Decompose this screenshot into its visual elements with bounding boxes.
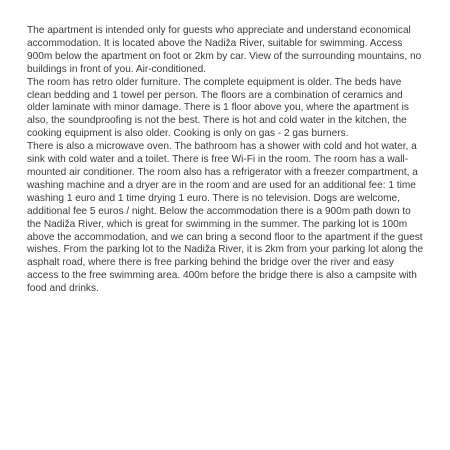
paragraph-room-equipment: The room has retro older furniture. The complete equipment is older. The beds have clean bedding and 1 towel per person. The floors are a combination of ceramics and older laminate with minor damage. There is 1 floor above you, where the apartment is also, the soundproofing is not the best. There is hot and cold water in the kitchen, the cooking equipment is also older. Cooking is only on gas - 2 gas burners. xyxy=(27,76,409,140)
paragraph-intro: The apartment is intended only for guests who appreciate and understand economical accommodation. It is located above the Nadiža River, suitable for swimming. Access 900m below the apartment on foot or 2km by car. View of the surrounding mountains, no buildings in front of you. Air-conditioned. xyxy=(27,25,422,75)
description-text xyxy=(27,25,427,296)
paragraph-amenities: There is also a microwave oven. The bathroom has a shower with cold and hot water, a sink with cold water and a toilet. There is free Wi-Fi in the room. The room has a wall-mounted air conditioner. The room also has a refrigerator with a freezer compartment, a washing machine and a dryer are in the room and are used for an additional fee: 1 time washing 1 euro and 1 time drying 1 euro. There is no television. Dogs are welcome, additional fee 5 euros / night. Below the accommodation there is a 900m path down to the Nadiža River, which is great for swimming in the summer. The parking lot is 100m above the accommodation, and we can bring a second floor to the apartment if the guest wishes. From the parking lot to the Nadiža River, it is 2km from your parking lot along the asphalt road, where there is free parking behind the bridge over the river and easy access to the free swimming area. 400m before the bridge there is also a campsite with food and drinks. xyxy=(27,141,424,295)
